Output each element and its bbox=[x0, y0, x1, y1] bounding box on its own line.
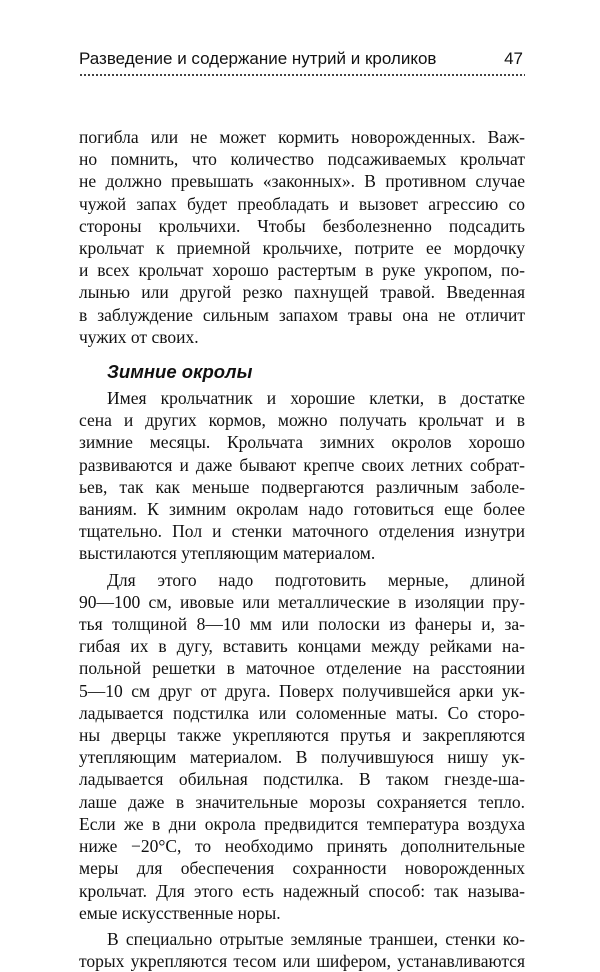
text-line: чужой запах будет преобладать и вызовет агрессию со bbox=[79, 193, 525, 214]
page-number: 47 bbox=[504, 49, 523, 68]
text-line: но помнить, что количество подсаживаемых крольчат bbox=[79, 149, 525, 170]
text-line: 5—10 см друг от друга. Поверх получившейся арки ук- bbox=[79, 680, 525, 701]
text-line: В специально отрытые земляные траншеи, стенки ко- bbox=[107, 928, 525, 949]
text-line: Для этого надо подготовить мерные, длиной bbox=[107, 569, 525, 590]
text-line: развиваются и даже бывают крепче своих летних собрат- bbox=[79, 454, 525, 475]
text-line: не должно превышать «законных». В противном случае bbox=[79, 171, 525, 192]
text-line: ниже −20°С, то необходимо принять дополнительные bbox=[79, 836, 525, 857]
text-line: зимние месяцы. Крольчата зимних окролов хорошо bbox=[79, 432, 525, 453]
text-line: утепляющим материалом. В получившуюся нишу ук- bbox=[79, 747, 525, 768]
text-line: выстилаются утепляющим материалом. bbox=[79, 543, 376, 564]
text-line: крольчат к приемной крольчихе, потрите ее мордочку bbox=[79, 238, 525, 259]
page-body bbox=[79, 126, 525, 972]
running-header-title: Разведение и содержание нутрий и кроликов bbox=[79, 49, 437, 68]
text-line: емые искусственные норы. bbox=[79, 902, 281, 923]
text-line: гибая их в дугу, вставить концами между рейками на- bbox=[79, 636, 525, 657]
text-line: лаше даже в значительные морозы сохраняется тепло. bbox=[79, 791, 525, 812]
section-heading: Зимние окролы bbox=[107, 361, 253, 383]
text-line: лынью или другой резко пахнущей травой. Введенная bbox=[79, 282, 525, 303]
text-line: ны дверцы также укрепляются прутья и закрепляются bbox=[79, 725, 525, 746]
text-line: торых укрепляются тесом или шифером, устанавливаются bbox=[79, 951, 525, 972]
text-line: в заблуждение сильным запахом травы она не отличит bbox=[79, 304, 525, 325]
running-header bbox=[79, 48, 525, 72]
text-line: ьев, так как меньше подвергаются различным заболе- bbox=[79, 476, 525, 497]
text-line: ладывается подстилка или соломенные маты. Со сторо- bbox=[79, 702, 525, 723]
text-line: стороны крольчихи. Чтобы безболезненно подсадить bbox=[79, 215, 525, 236]
text-line: тья толщиной 8—10 мм или полоски из фанеры и, за- bbox=[79, 614, 525, 635]
text-line: и всех крольчат хорошо растертым в руке укропом, по- bbox=[79, 260, 525, 281]
text-line: Если же в дни окрола предвидится температура воздуха bbox=[79, 813, 525, 834]
text-line: чужих от своих. bbox=[79, 326, 199, 347]
header-divider bbox=[79, 73, 525, 77]
text-line: сена и других кормов, можно получать крольчат и в bbox=[79, 410, 525, 431]
text-line: 90—100 см, ивовые или металлические в изоляции пру- bbox=[79, 591, 525, 612]
text-line: Имея крольчатник и хорошие клетки, в достатке bbox=[107, 388, 525, 409]
text-line: меры для обеспечения сохранности новорожденных bbox=[79, 858, 525, 879]
text-line: тщательно. Пол и стенки маточного отделения изнутри bbox=[79, 521, 525, 542]
text-line: польной решетки в маточное отделение на расстоянии bbox=[79, 658, 525, 679]
text-line: ладывается обильная подстилка. В таком гнезде-ша- bbox=[79, 769, 525, 790]
text-line: ваниям. К зимним окролам надо готовиться еще более bbox=[79, 499, 525, 520]
text-line: погибла или не может кормить новорожденных. Важ- bbox=[79, 127, 525, 147]
text-line: крольчат. Для этого есть надежный способ: так называ- bbox=[79, 880, 525, 901]
